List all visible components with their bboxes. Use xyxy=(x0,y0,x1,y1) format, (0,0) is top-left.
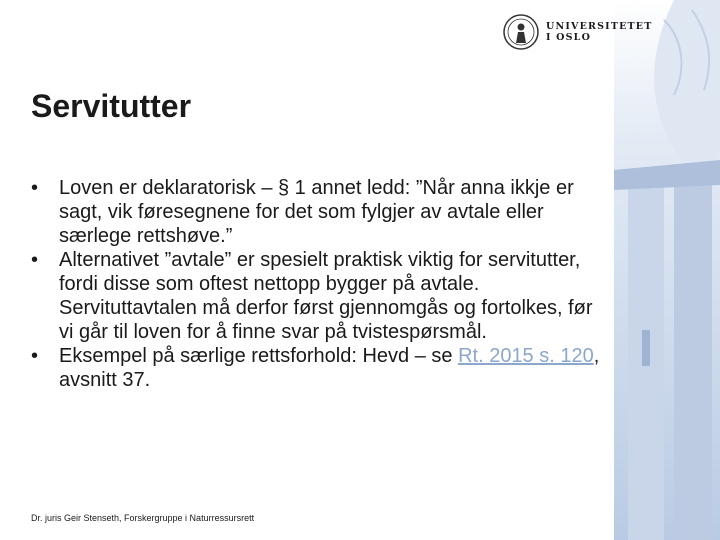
footer-author: Dr. juris Geir Stenseth, Forskergruppe i Naturressursrett xyxy=(31,513,255,523)
slide-title: Servitutter xyxy=(31,88,192,124)
bullet-list xyxy=(31,176,611,392)
case-reference-link[interactable]: Rt. 2015 s. 120 xyxy=(458,345,594,367)
university-seal-icon xyxy=(502,12,540,52)
bullet-text-after: , avsnitt 37. xyxy=(59,345,600,391)
logo-line-1: UNIVERSITETET xyxy=(546,21,653,32)
bullet-dot: • xyxy=(31,249,39,271)
logo-line-2: I OSLO xyxy=(546,32,592,43)
bullet-item xyxy=(31,344,611,392)
bullet-item xyxy=(31,176,611,248)
decorative-side-art xyxy=(614,0,720,540)
bullet-item xyxy=(31,248,611,344)
bullet-text-before: Eksempel på særlige rettsforhold: Hevd – se xyxy=(59,345,459,367)
bullet-text: Loven er deklaratorisk – § 1 annet ledd: ”Når anna ikkje er sagt, vik føresegnene for det som fylgjer av avtale eller særlege rettshøve.” xyxy=(59,177,574,247)
bullet-dot: • xyxy=(31,177,39,199)
bullet-text: Alternativet ”avtale” er spesielt praktisk viktig for servitutter, fordi disse som oftest nettopp bygger på avtale. Servituttavtalen må derfor først gjennomgås og fortolkes, før vi går til loven for å finne svar på tvistespørsmål. xyxy=(59,249,593,343)
university-logo xyxy=(502,12,653,52)
bullet-dot: • xyxy=(31,345,39,367)
logo-text xyxy=(546,21,653,43)
